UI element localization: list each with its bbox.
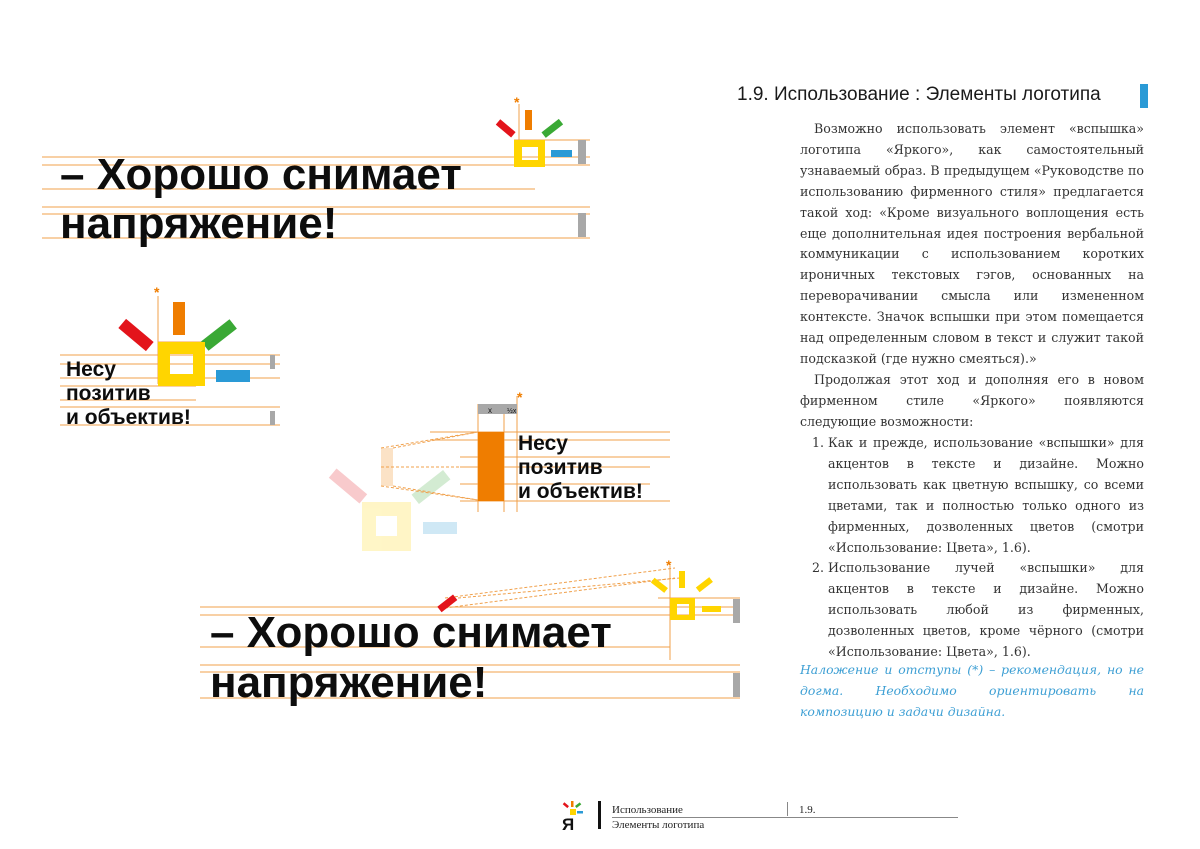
slogan-line-1: – Хорошо снимает bbox=[60, 150, 462, 199]
small-line-1: Несу bbox=[66, 358, 116, 381]
asterisk-mark: * bbox=[514, 94, 520, 110]
list-item: 2. Использование лучей «вспышки» для акцентов в тексте и дизайне. Можно использовать любой из фирменных, дозволенных цветов, кроме чёрного (смотри «Использование: Цвета», 1.6). bbox=[828, 558, 1144, 663]
measure-x: x bbox=[488, 406, 492, 415]
list-item: 1. Как и прежде, использование «вспышки» для акцентов в тексте и дизайне. Можно использовать как цветную вспышку, со всеми цветами, так и полностью только одного из фирменных, дозволенных цветов (смотри «Использование: Цвета», 1.6). bbox=[828, 433, 1144, 558]
small-line-2: позитив bbox=[66, 382, 151, 405]
paragraph-2: Продолжая этот ход и дополняя его в новом фирменном стиле «Яркого» появляются следующие возможности: bbox=[800, 372, 1144, 429]
brand-logo-icon bbox=[561, 801, 585, 831]
example-slogan-bottom bbox=[200, 557, 740, 707]
faded-flash bbox=[329, 448, 457, 551]
asterisk-mark: * bbox=[666, 557, 672, 573]
section-accent-bar bbox=[1140, 84, 1148, 108]
orange-ray-bar bbox=[478, 432, 504, 501]
footer-section: Использование bbox=[612, 804, 683, 816]
example-slogan-top bbox=[42, 94, 590, 248]
svg-text:Я: Я bbox=[562, 815, 575, 831]
footer-tick bbox=[787, 802, 788, 816]
slogan-bottom-line-1: – Хорошо снимает bbox=[210, 608, 612, 657]
footer-subsection: Элементы логотипа bbox=[612, 819, 705, 831]
section-title: 1.9. Использование : Элементы логотипа bbox=[737, 84, 1101, 105]
bar-line-1: Несу bbox=[518, 432, 568, 455]
body-text bbox=[800, 119, 1144, 370]
footer-rule bbox=[612, 817, 958, 818]
small-line-3: и объектив! bbox=[66, 406, 191, 429]
asterisk-mark: * bbox=[154, 284, 160, 300]
italic-note: Наложение и отступы (*) – рекомендация, но не догма. Необходимо ориентировать на композицию и задачи дизайна. bbox=[800, 662, 1144, 719]
flash-ray-blue bbox=[551, 150, 572, 157]
flash-ray-green bbox=[541, 119, 563, 138]
bar-line-2: позитив bbox=[518, 456, 603, 479]
body-text-2 bbox=[800, 370, 1144, 433]
bar-line-3: и объектив! bbox=[518, 480, 643, 503]
example-ray-bar bbox=[329, 389, 670, 551]
asterisk-mark: * bbox=[517, 389, 523, 405]
footer-separator bbox=[598, 801, 601, 829]
flash-square-yellow bbox=[514, 140, 545, 167]
slogan-bottom-line-2: напряжение! bbox=[210, 658, 488, 707]
measure-half-x: ½x bbox=[507, 408, 517, 415]
flash-ray-red bbox=[496, 119, 516, 137]
body-list bbox=[800, 433, 1144, 663]
example-small-block bbox=[60, 284, 280, 429]
flash-ray-orange bbox=[525, 110, 532, 130]
slogan-line-2: напряжение! bbox=[60, 199, 338, 248]
paragraph-1: Возможно использовать элемент «вспышка» логотипа «Яркого», как самостоятельный узнаваемый образ. В предыдущем «Руководстве по использованию фирменного стиля» предлагается такой ход: «Кроме визуального воплощения есть еще дополнительная идея построения вербальной коммуникации с использованием коротких ироничных текстовых гэгов, основанных на переворачивании смысла или измененном контексте. Значок вспышки при этом помещается над определенным словом в текст и служит такой подсказкой (где нужно смеяться).» bbox=[800, 121, 1144, 366]
page-number: 1.9. bbox=[799, 804, 816, 816]
